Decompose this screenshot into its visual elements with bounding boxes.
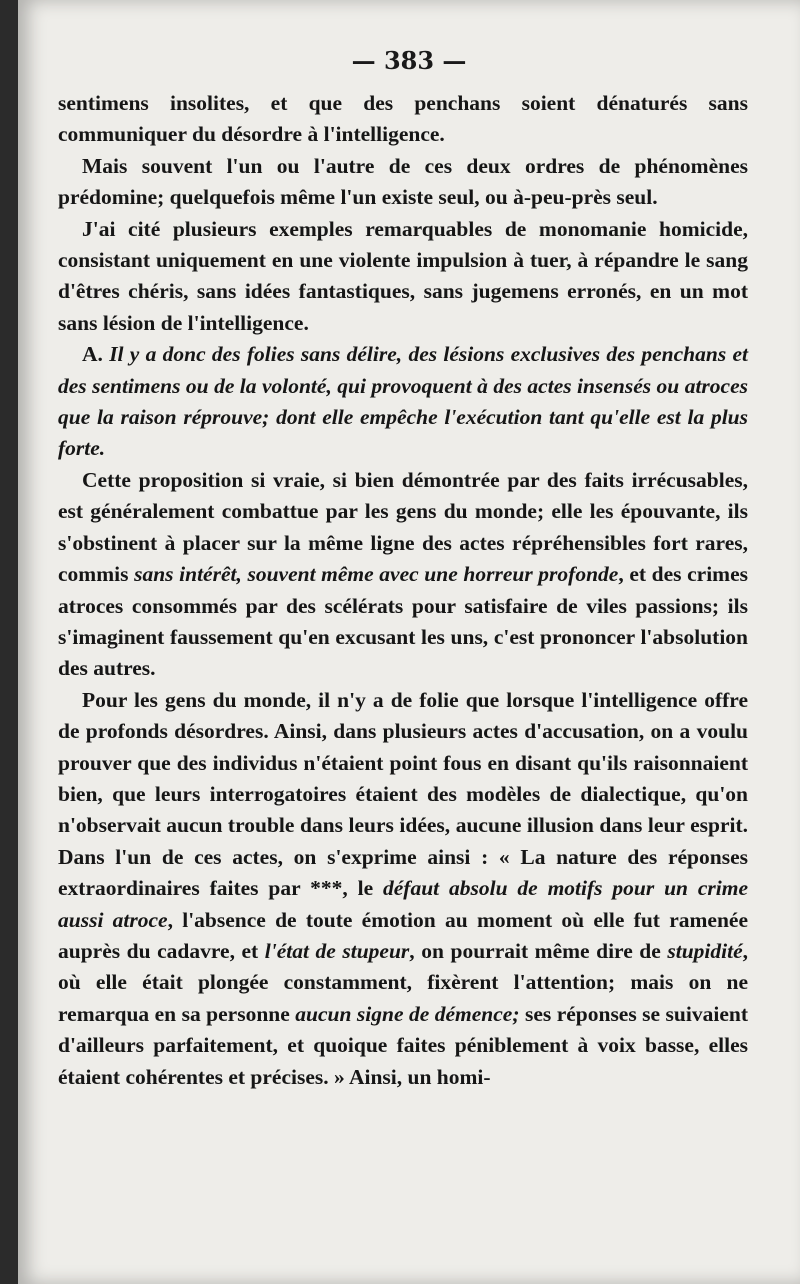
p6-italic-3: stupidité bbox=[667, 938, 743, 963]
paragraph-6 bbox=[58, 685, 748, 1093]
p6-text-a: Pour les gens du monde, il n'y a de folie que lorsque l'intelligence offre de profonds désordres. Ainsi, dans plusieurs actes d'accusation, on a voulu prouver que des individus n'étaient point fous en disant qu'ils raisonnaient bien, que leurs interrogatoires étaient des modèles de dialectique, qu'on n'observait aucun trouble dans leurs idées, aucune illusion dans leur esprit. Dans l'un de ces actes, on s'exprime ainsi : « La nature des réponses extraordinaires faites par ***, le bbox=[58, 687, 748, 901]
p5-italic: sans intérêt, souvent même avec une horreur profonde bbox=[134, 562, 619, 587]
paragraph-5 bbox=[58, 465, 748, 685]
p6-text-c: , on pourrait même dire de bbox=[409, 938, 668, 963]
p6-italic-1: défaut absolu de motifs pour un crime aussi atroce bbox=[58, 876, 748, 932]
p5-text-b: , et des crimes atroces consommés par des scélérats pour satisfaire de viles passions; ils s'imaginent faussement qu'en excusant les uns, c'est prononcer l'absolution des autres. bbox=[58, 562, 748, 681]
paragraph-4-label: A. bbox=[82, 342, 110, 367]
p6-italic-2: l'état de stupeur bbox=[264, 938, 410, 963]
paragraph-2: Mais souvent l'un ou l'autre de ces deux ordres de phénomènes prédomine; quelquefois même l'un existe seul, ou à-peu-près seul. bbox=[58, 153, 748, 210]
p6-text-e: ses réponses se suivaient d'ailleurs parfaitement, et quoique faites péniblement à voix basse, elles étaient cohérentes et précises. » Ainsi, un homi- bbox=[58, 1001, 748, 1089]
paragraph-1: sentimens insolites, et que des penchans soient dénaturés sans communiquer du désordre à l'intelligence. bbox=[58, 91, 748, 147]
paragraph-3: J'ai cité plusieurs exemples remarquables de monomanie homicide, consistant uniquement en une violente impulsion à tuer, à répandre le sang d'êtres chéris, sans idées fantastiques, sans jugemens erronés, en un mot sans lésion de l'intelligence. bbox=[58, 216, 748, 335]
page-number: — 383 — bbox=[351, 46, 467, 75]
paragraph-4-italic: Il y a donc des folies sans délire, des lésions exclusives des penchans et des sentimens ou de la volonté, qui provoquent à des actes insensés ou atroces que la raison réprouve; dont elle empêche l'exécution tant qu'elle est la plus forte. bbox=[58, 342, 748, 461]
book-page bbox=[18, 0, 800, 1284]
p6-text-d: , où elle était plongée constamment, fixèrent l'attention; mais on ne remarqua en sa personne bbox=[58, 938, 749, 1026]
p6-text-b: , l'absence de toute émotion au moment où elle fut ramenée auprès du cadavre, et bbox=[58, 907, 748, 963]
p6-italic-4: aucun signe de démence; bbox=[295, 1001, 520, 1026]
paragraph-4 bbox=[58, 339, 748, 465]
body-text bbox=[58, 88, 748, 1093]
p5-text-a: Cette proposition si vraie, si bien démontrée par des faits irrécusables, est généralement combattue par les gens du monde; elle les épouvante, ils s'obstinent à placer sur la même ligne des actes répréhensibles fort rares, commis bbox=[58, 467, 748, 587]
